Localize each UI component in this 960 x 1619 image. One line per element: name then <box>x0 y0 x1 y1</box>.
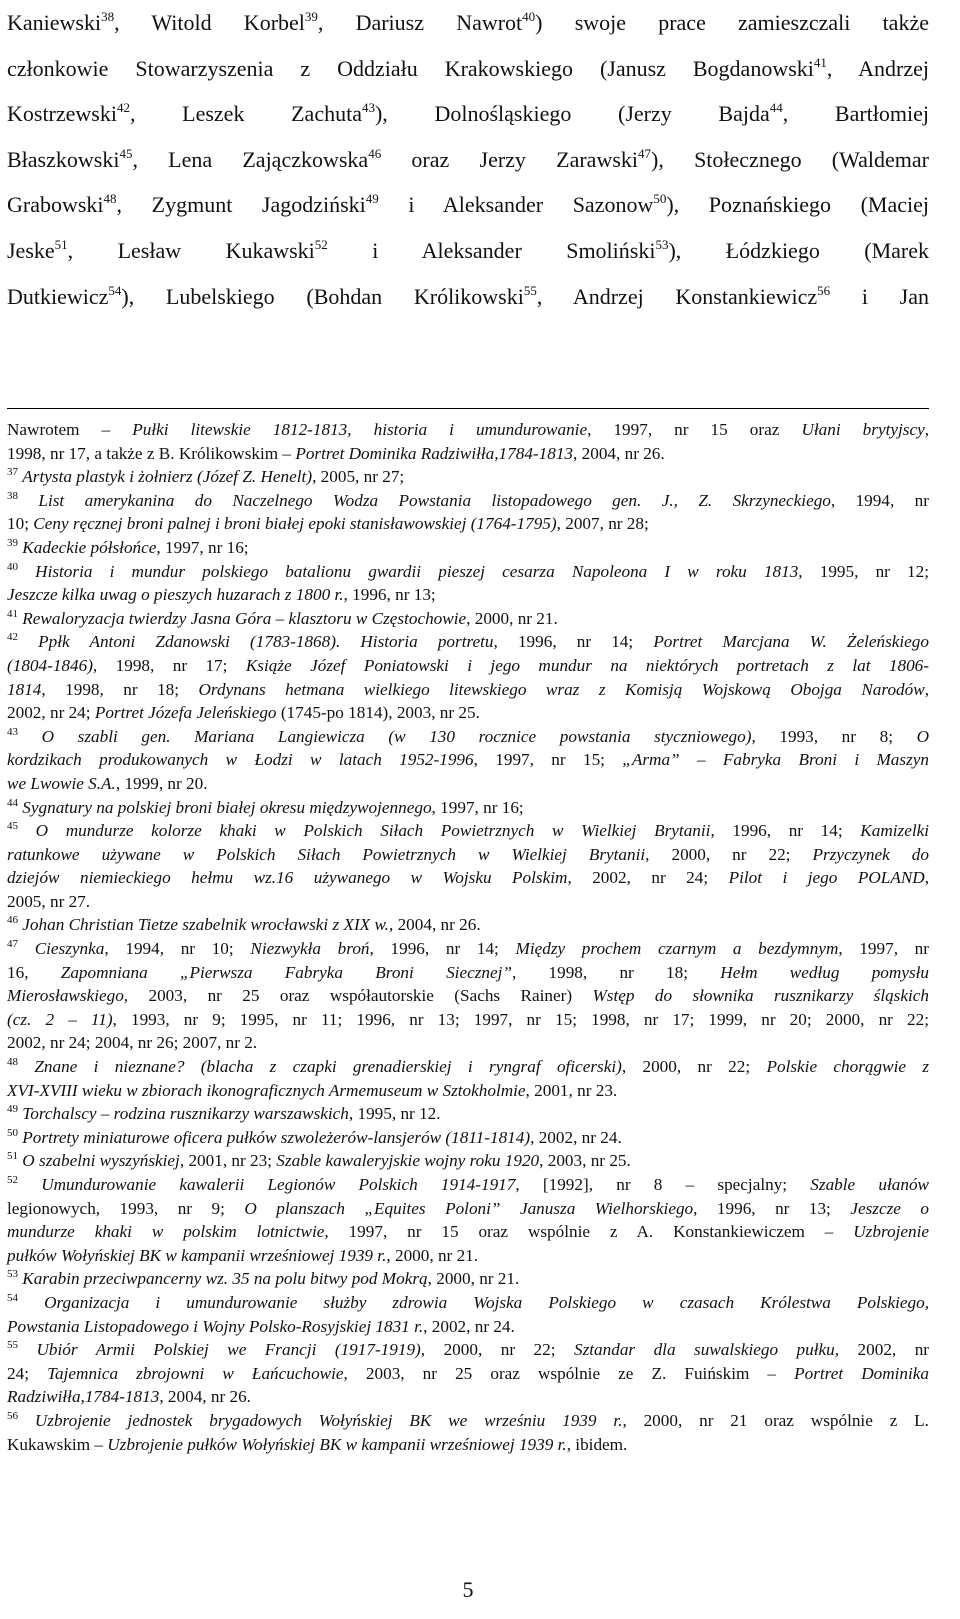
text-run: , 2003, nr 25. <box>539 1151 631 1171</box>
footnote-ref: 38 <box>101 9 115 24</box>
italic-title: List amerykanina do Naczelnego Wodza Powstania listopadowego gen. J., Z. Skrzyneckiego <box>38 490 831 510</box>
footnote-line <box>7 1362 929 1386</box>
italic-title: Umundurowanie kawalerii Legionów Polskich 1914-1917 <box>41 1175 516 1194</box>
footnote-line <box>7 796 929 820</box>
italic-title: Artysta plastyk i żołnierz (Józef Z. Henelt) <box>22 467 313 487</box>
text-run: , 1997, nr 15 oraz <box>587 420 802 439</box>
text-run: , 1996, nr 14; <box>493 632 654 652</box>
italic-title: Karabin przeciwpancerny wz. 35 na polu bitwy pod Mokrą <box>22 1269 428 1289</box>
text-run: , 2003, nr 25 oraz współautorskie (Sachs Rainer) <box>123 986 593 1006</box>
text-run: ), Lubelskiego (Bohdan Królikowski <box>121 283 524 309</box>
text-run: Błaszkowski <box>7 146 120 172</box>
italic-title: (cz. 2 – 11) <box>7 1009 113 1029</box>
text-run: , Andrzej Konstankiewicz <box>536 283 818 309</box>
text-run: , 2000, nr 21. <box>466 608 558 628</box>
text-run: , 1993, nr 9; 1995, nr 11; 1996, nr 13; 1997, nr 15; 1998, nr 17; 1999, nr 20; 2000, nr 22; <box>112 1009 929 1029</box>
italic-title: Rewaloryzacja twierdzy Jasna Góra – klasztoru w Częstochowie <box>22 608 467 628</box>
text-run: Kukawskim – <box>7 1434 108 1454</box>
footnote-line <box>7 866 929 890</box>
text-run <box>18 1175 41 1194</box>
text-run: , 1996, nr 14; <box>710 821 861 841</box>
text-run: 24; <box>7 1363 48 1383</box>
italic-title: Uzbrojenie pułków Wołyńskiej BK w kampanii wrześniowej 1939 r. <box>107 1434 567 1454</box>
italic-title: Sztandar dla suwalskiego pułku <box>573 1340 835 1360</box>
footnote-ref: 49 <box>7 1103 18 1116</box>
footnote-line <box>7 1220 929 1244</box>
text-run: , 2002, nr 24. <box>530 1127 622 1147</box>
italic-title: „Arma” – Fabryka Broni i Maszyn <box>622 750 929 770</box>
text-run: , 1998, nr 18; <box>511 962 721 982</box>
footnote-ref: 48 <box>7 1056 18 1069</box>
footnote-line <box>7 984 929 1008</box>
footnote-line <box>7 560 929 584</box>
text-run: ), Stołecznego (Waldemar <box>651 146 929 172</box>
italic-title: Historia i mundur polskiego batalionu gwardii pieszej cesarza Napoleona I w roku 1813 <box>35 561 799 581</box>
italic-title: Szable kawaleryjskie wojny roku 1920 <box>276 1151 540 1171</box>
footnote-line <box>7 1338 929 1362</box>
footnote-ref: 43 <box>361 100 375 116</box>
footnote-ref: 53 <box>7 1268 18 1281</box>
italic-title: Wstęp do słownika rusznikarzy śląskich <box>592 986 929 1006</box>
footnote-line <box>7 630 929 654</box>
italic-title: Przyczynek do <box>812 844 929 864</box>
footnote-ref: 46 <box>368 145 382 161</box>
italic-title: Tajemnica zbrojowni w Łańcuchowie <box>47 1363 344 1383</box>
italic-title: Portret Marcjana W. Żeleńskiego <box>653 632 929 652</box>
footnote-line <box>7 843 929 867</box>
text-run: , [1992], nr 8 – specjalny; <box>515 1175 811 1194</box>
text-run: , 1996, nr 14; <box>369 939 516 959</box>
text-run: , 2000, nr 21. <box>386 1245 479 1265</box>
text-run: , 2004, nr 26. <box>573 443 665 463</box>
footnote-ref: 50 <box>7 1126 18 1139</box>
footnote-ref: 53 <box>655 236 669 252</box>
footnote-ref: 54 <box>108 282 122 298</box>
italic-title: Zapomniana „Pierwsza Fabryka Broni Siecznej” <box>60 962 512 982</box>
footnote-ref: 56 <box>817 282 831 298</box>
text-run: ) swoje prace zamieszczali także <box>535 10 929 35</box>
footnote-ref: 51 <box>7 1150 18 1163</box>
body-line <box>7 91 929 137</box>
body-line <box>7 274 929 320</box>
text-run: , 1996, nr 13; <box>693 1198 851 1218</box>
text-run: , 1997, nr 15; <box>473 750 623 770</box>
text-run: , 2004, nr 26. <box>388 915 481 935</box>
italic-title: Radziwiłła,1784-1813 <box>7 1387 160 1407</box>
text-run: 2005, nr 27. <box>7 891 91 911</box>
italic-title: Hełm według pomysłu <box>720 962 930 982</box>
footnote-line <box>7 1385 929 1409</box>
text-run: , 2001, nr 23. <box>525 1080 618 1100</box>
text-run: , 1996, nr 13; <box>343 585 436 605</box>
italic-title: Mierosławskiego <box>7 986 124 1006</box>
footnote-line <box>7 1149 929 1173</box>
footnote-line <box>7 819 929 843</box>
body-line <box>7 46 929 92</box>
italic-title: Uzbrojenie jednostek brygadowych Wołyńskiej BK we wrześniu 1939 r. <box>34 1410 623 1430</box>
body-line <box>7 182 929 228</box>
footnote-ref: 49 <box>365 191 379 207</box>
text-run <box>18 1340 37 1359</box>
text-run: , 2002, nr 24. <box>423 1316 515 1336</box>
text-run: , 2000, nr 22; <box>621 1057 767 1077</box>
text-run: 10; <box>7 514 34 534</box>
italic-title: Niezwykła broń <box>250 939 370 959</box>
italic-title: Ceny ręcznej broni palnej i broni białej epoki stanisławowskiej (1764-1795) <box>33 514 557 534</box>
footnote-ref: 41 <box>7 607 18 620</box>
footnote-line <box>7 1079 929 1103</box>
text-run: Nawrotem – <box>7 420 133 439</box>
footnote-ref: 40 <box>7 560 18 573</box>
footnote-line <box>7 890 929 914</box>
text-run: Kostrzewski <box>7 101 117 127</box>
text-run: Dutkiewicz <box>7 283 109 309</box>
text-run: 16, <box>7 962 61 982</box>
text-run: (1745-po 1814), 2003, nr 25. <box>276 703 480 723</box>
text-run: , 1998, nr 17; <box>92 655 246 675</box>
footnote-ref: 42 <box>116 100 130 116</box>
text-run: , 2002, nr <box>834 1340 930 1360</box>
footnote-line <box>7 654 929 678</box>
italic-title: Portret Dominika Radziwiłła,1784-1813 <box>295 443 574 463</box>
text-run: ), Dolnośląskiego (Jerzy Bajda <box>374 101 770 127</box>
text-run: , 1997, nr <box>838 939 930 959</box>
italic-title: Kadeckie półsłońce <box>22 537 157 557</box>
footnote-ref: 55 <box>523 282 537 298</box>
text-run: Grabowski <box>7 192 104 218</box>
italic-title: pułków Wołyńskiej BK w kampanii wrześniowej 1939 r. <box>7 1245 387 1265</box>
text-run: , 2000, nr 22; <box>645 844 813 864</box>
text-run: , Bartłomiej <box>782 101 930 127</box>
italic-title: 1814 <box>7 679 42 699</box>
text-run: , <box>924 420 929 439</box>
italic-title: Znane i nieznane? (blacha z czapki grenadierskiej i ryngraf oficerski) <box>34 1057 622 1077</box>
text-run: , 1995, nr 12; <box>798 561 930 581</box>
text-run: , 1994, nr 10; <box>104 939 251 959</box>
page-number: 5 <box>462 1577 474 1602</box>
text-run: oraz Jerzy Zarawski <box>381 146 639 172</box>
text-run: , 1998, nr 18; <box>41 679 199 699</box>
footnote-line <box>7 512 929 536</box>
italic-title: O szabli gen. Mariana Langiewicza (w 130 rocznice powstania styczniowego) <box>41 726 752 746</box>
text-run: , Zygmunt Jagodziński <box>116 192 366 218</box>
italic-title: dziejów niemieckiego hełmu wz.16 używanego w Wojsku Polskim <box>7 868 568 888</box>
italic-title: ratunkowe używane w Polskich Siłach Powietrznych w Wielkiej Brytanii <box>7 844 646 864</box>
footnote-line <box>7 725 929 749</box>
italic-title: Cieszynka <box>34 939 105 959</box>
footnote-line <box>7 678 929 702</box>
italic-title: O szabelni wyszyńskiej <box>22 1151 180 1171</box>
footnote-line <box>7 1008 929 1032</box>
text-run: członkowie Stowarzyszenia z Oddziału Krakowskiego (Janusz Bogdanowski <box>7 55 814 81</box>
footnote-line <box>7 1267 929 1291</box>
footnote-line <box>7 961 929 985</box>
footnote-line <box>7 583 929 607</box>
footnote-ref: 47 <box>7 938 18 951</box>
footnote-ref: 37 <box>7 466 18 479</box>
text-run <box>18 727 42 746</box>
footnote-ref: 39 <box>7 536 18 549</box>
italic-title: mundurze khaki w polskim lotnictwie <box>7 1222 325 1242</box>
italic-title: Uzbrojenie <box>853 1222 929 1242</box>
text-run <box>18 1057 34 1076</box>
italic-title: Ordynans hetmana wielkiego litewskiego wraz z Komisją Wojskową Obojga Narodów <box>198 679 925 699</box>
text-run: , 1995, nr 12. <box>348 1104 441 1124</box>
italic-title: Między prochem czarnym a bezdymnym <box>515 939 839 959</box>
text-run: , 1999, nr 20. <box>115 773 208 793</box>
italic-title: Jeszcze o <box>850 1198 929 1218</box>
footnote-ref: 38 <box>7 489 18 502</box>
footnote-ref: 39 <box>304 9 318 24</box>
footnote-ref: 52 <box>7 1174 18 1186</box>
footnote-line <box>7 1126 929 1150</box>
italic-title: O <box>916 726 930 746</box>
text-run <box>18 632 38 651</box>
text-run <box>18 939 35 958</box>
footnote-ref: 52 <box>314 236 328 252</box>
footnote-line <box>7 607 929 631</box>
italic-title: Portret Józefa Jeleńskiego <box>94 703 277 723</box>
text-run: i Aleksander Smoliński <box>327 237 656 263</box>
footnote-line <box>7 536 929 560</box>
footnote-line <box>7 1197 929 1221</box>
text-run: , 2007, nr 28; <box>556 514 649 534</box>
italic-title: XVI-XVIII wieku w zbiorach ikonograficznych Armemuseum w Sztokholmie <box>7 1080 526 1100</box>
italic-title: we Lwowie S.A. <box>7 773 116 793</box>
footnote-separator <box>7 408 929 409</box>
footnotes <box>7 418 929 1456</box>
text-run: , Lesław Kukawski <box>67 237 315 263</box>
text-run: , 2001, nr 23; <box>179 1151 277 1171</box>
footnote-ref: 55 <box>7 1339 18 1352</box>
footnote-line <box>7 937 929 961</box>
footnote-ref: 40 <box>522 9 536 24</box>
document-page <box>7 0 929 1619</box>
body-line <box>7 228 929 274</box>
text-run: 1998, nr 17, a także z B. Królikowskim – <box>7 443 296 463</box>
footnote-ref: 45 <box>119 145 133 161</box>
italic-title: Pułki litewskie 1812-1813, historia i umundurowanie <box>132 420 588 439</box>
footnote-line <box>7 913 929 937</box>
text-run: , 2005, nr 27; <box>312 467 405 487</box>
text-run: Kaniewski <box>7 10 102 35</box>
footnote-line <box>7 1315 929 1339</box>
footnote-line <box>7 465 929 489</box>
italic-title: Johan Christian Tietze szabelnik wrocławski z XIX w. <box>22 915 389 935</box>
text-run: , Leszek Zachuta <box>129 101 362 127</box>
text-run: , 2002, nr 24; <box>567 868 729 888</box>
body-paragraph <box>7 0 929 319</box>
italic-title: Powstania Listopadowego i Wojny Polsko-Rosyjskiej 1831 r. <box>7 1316 424 1336</box>
footnote-ref: 50 <box>653 191 667 207</box>
footnote-line <box>7 418 929 442</box>
text-run: ), Łódzkiego (Marek <box>668 237 930 263</box>
italic-title: (1804-1846) <box>7 655 93 675</box>
footnote-line <box>7 1102 929 1126</box>
footnote-ref: 46 <box>7 914 18 927</box>
text-run: , 1997, nr 16; <box>156 537 249 557</box>
italic-title: Ppłk Antoni Zdanowski (1783-1868). Historia portretu <box>38 632 494 652</box>
text-run: Jeske <box>7 237 55 263</box>
footnote-ref: 44 <box>769 100 783 116</box>
text-run: 2002, nr 24; <box>7 703 95 723</box>
italic-title: O mundurze kolorze khaki w Polskich Siłach Powietrznych w Wielkiej Brytanii <box>35 821 711 841</box>
text-run: , Andrzej <box>826 55 929 81</box>
text-run: , ibidem. <box>566 1434 628 1454</box>
footnote-ref: 44 <box>7 796 18 809</box>
italic-title: Kamizelki <box>860 821 930 841</box>
text-run: , 1994, nr <box>830 490 929 510</box>
italic-title: Sygnatury na polskiej broni białej okresu międzywojennego <box>22 797 432 817</box>
text-run: i Aleksander Sazonow <box>378 192 654 218</box>
italic-title: kordzikach produkowanych w Łodzi w latach 1952-1996 <box>7 750 474 770</box>
italic-title: Ułani brytyjscy <box>801 420 925 439</box>
text-run: , 2000, nr 21. <box>427 1269 520 1289</box>
text-run: , 1997, nr 16; <box>431 797 524 817</box>
footnote-ref: 56 <box>7 1409 18 1422</box>
text-run: , 2000, nr 22; <box>420 1340 574 1360</box>
italic-title: O planszach „Equites Poloni” Janusza Wielhorskiego <box>244 1198 694 1218</box>
text-run: , 2003, nr 25 oraz wspólnie ze Z. Fuińskim – <box>343 1363 795 1383</box>
footnote-ref: 43 <box>7 725 18 738</box>
italic-title: Szable ułanów <box>810 1175 930 1194</box>
text-run: , Witold Korbel <box>114 10 305 35</box>
text-run: , Dariusz Nawrot <box>317 10 523 35</box>
italic-title: Torchalscy – rodzina rusznikarzy warszawskich <box>22 1104 349 1124</box>
footnote-ref: 45 <box>7 820 18 833</box>
text-run: 2002, nr 24; 2004, nr 26; 2007, nr 2. <box>7 1033 258 1053</box>
text-run: , 1997, nr 15 oraz wspólnie z A. Konstankiewiczem – <box>324 1222 854 1242</box>
italic-title: Książe Józef Poniatowski i jego mundur na niektórych portretach z lat 1806- <box>245 655 929 675</box>
footnote-line <box>7 1055 929 1079</box>
text-run: , Lena Zajączkowska <box>132 146 369 172</box>
footnote-line <box>7 1409 929 1433</box>
text-run <box>18 821 36 840</box>
body-line <box>7 0 929 46</box>
text-run: i Jan <box>830 283 929 309</box>
footnote-line <box>7 1433 929 1457</box>
footnote-line <box>7 1173 929 1197</box>
body-line <box>7 137 929 183</box>
text-run: legionowych, 1993, nr 9; <box>7 1198 245 1218</box>
footnote-ref: 54 <box>7 1291 18 1304</box>
footnote-ref: 42 <box>7 631 18 644</box>
italic-title: Organizacja i umundurowanie służby zdrowia Wojska Polskiego w czasach Królestwa Polskiego, <box>44 1292 929 1312</box>
footnote-line <box>7 772 929 796</box>
italic-title: Pilot i jego POLAND <box>728 868 925 888</box>
italic-title: Portret Dominika <box>794 1363 929 1383</box>
footnote-line <box>7 701 929 725</box>
italic-title: Polskie chorągwie z <box>766 1057 930 1077</box>
footnote-ref: 51 <box>54 236 68 252</box>
text-run <box>18 1411 35 1430</box>
text-run: , 2000, nr 21 oraz wspólnie z L. <box>622 1410 929 1430</box>
footnote-ref: 47 <box>638 145 652 161</box>
text-run: , <box>924 679 929 699</box>
text-run <box>18 491 38 510</box>
text-run: , <box>924 868 929 888</box>
text-run: ), Poznańskiego (Maciej <box>666 192 930 218</box>
text-run <box>18 562 35 581</box>
text-run: , 1993, nr 8; <box>751 726 917 746</box>
italic-title: Jeszcze kilka uwag o pieszych huzarach z 1800 r. <box>7 585 344 605</box>
footnote-line <box>7 489 929 513</box>
footnote-line <box>7 442 929 466</box>
text-run: , 2004, nr 26. <box>159 1387 251 1407</box>
italic-title: Ubiór Armii Polskiej we Francji (1917-1919) <box>36 1340 421 1360</box>
footnote-ref: 48 <box>103 191 117 207</box>
footnote-line <box>7 748 929 772</box>
footnote-line <box>7 1244 929 1268</box>
footnote-line <box>7 1291 929 1315</box>
footnote-ref: 41 <box>813 54 827 70</box>
italic-title: Portrety miniaturowe oficera pułków szwoleżerów-lansjerów (1811-1814) <box>22 1127 531 1147</box>
text-run <box>18 1293 44 1312</box>
footnote-line <box>7 1031 929 1055</box>
